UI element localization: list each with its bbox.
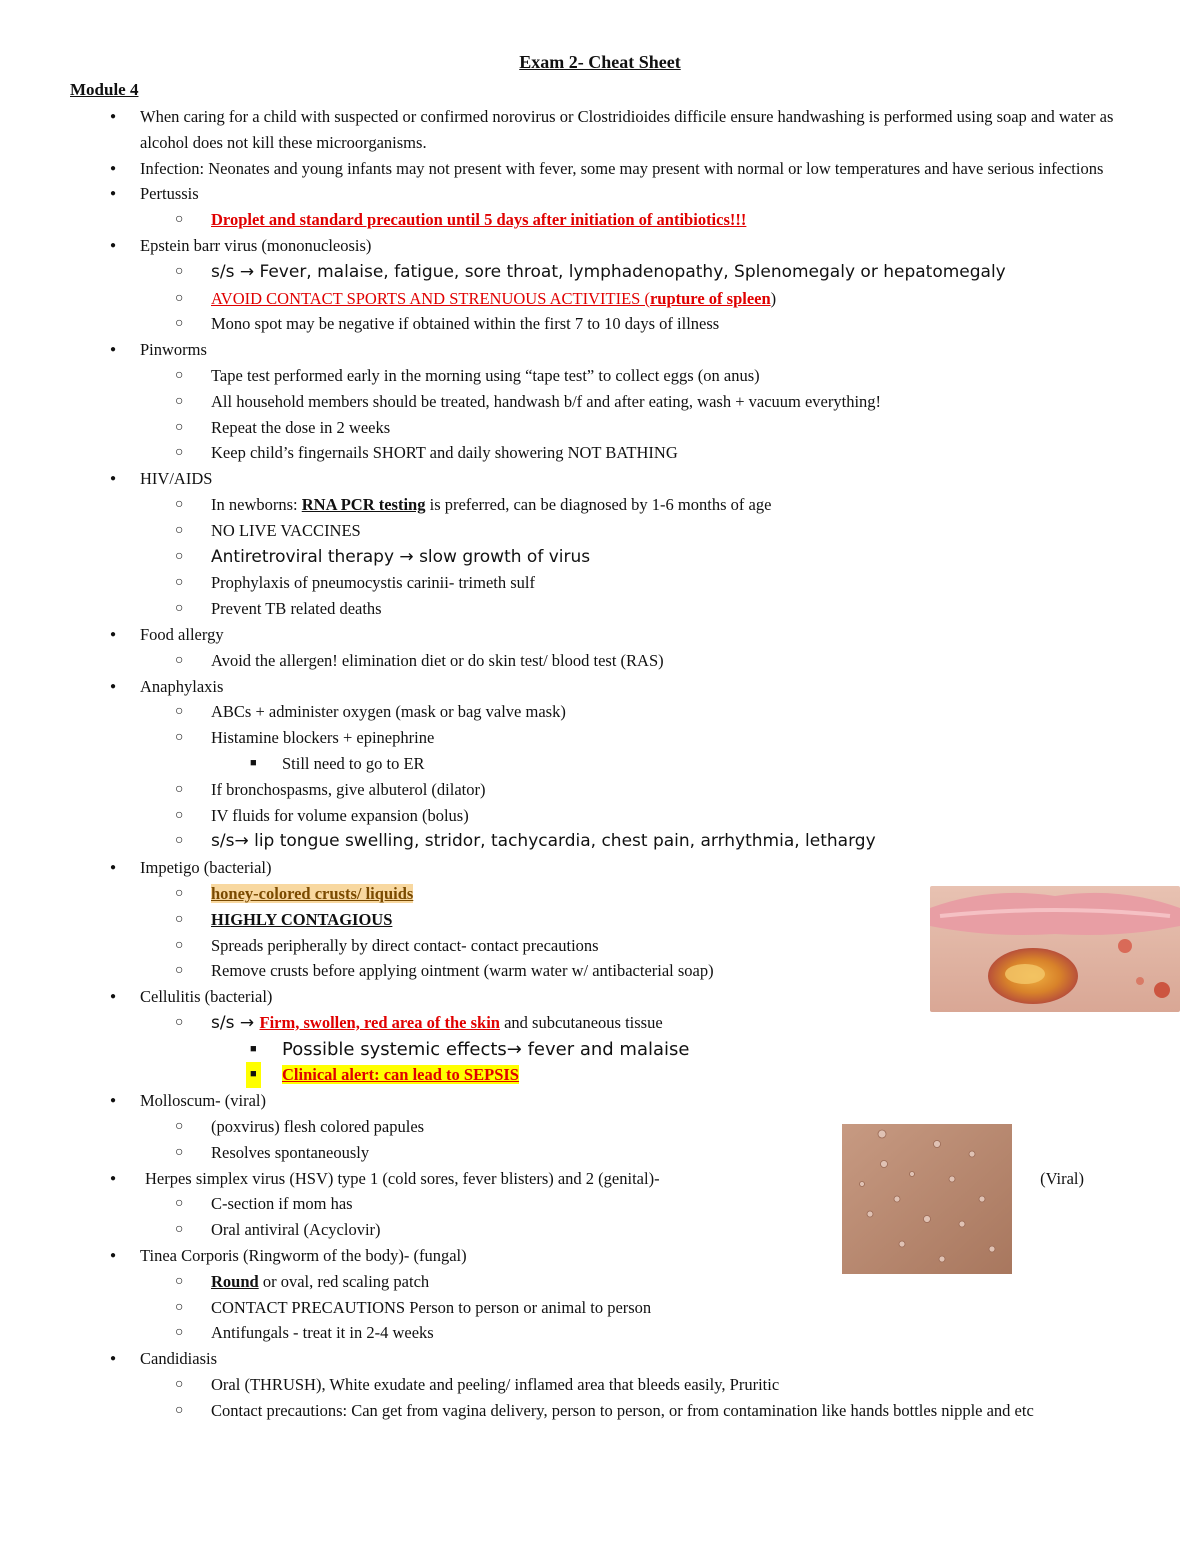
molluscum-photo	[842, 1124, 1012, 1274]
item-text: Remove crusts before applying ointment (warm water w/ antibacterial soap)	[211, 961, 714, 981]
circle-bullet-icon: ○	[175, 522, 184, 538]
list-subitem	[0, 1140, 1200, 1166]
list-subitem	[0, 544, 1200, 571]
page-title: Exam 2- Cheat Sheet	[519, 52, 681, 72]
list-subsubitem	[0, 1037, 1200, 1063]
item-text: Firm, swollen, red area of the skin	[259, 1012, 500, 1032]
list-subitem	[0, 1320, 1200, 1346]
circle-bullet-icon: ○	[175, 1273, 184, 1289]
item-text: Antiretroviral therapy → slow growth of virus	[211, 546, 591, 567]
bullet-icon: ●	[110, 1250, 117, 1262]
list-subitem	[0, 828, 1200, 855]
circle-bullet-icon: ○	[175, 419, 184, 435]
circle-bullet-icon: ○	[175, 1144, 184, 1160]
item-text: Pinworms	[140, 340, 207, 360]
list-item	[0, 156, 1200, 182]
circle-bullet-icon: ○	[175, 575, 184, 591]
list-subitem	[0, 1372, 1200, 1398]
list-subitem	[0, 648, 1200, 674]
list-subitem	[0, 259, 1200, 286]
item-text: AVOID CONTACT SPORTS AND STRENUOUS ACTIVITIES (	[211, 288, 650, 308]
item-text: rupture of spleen	[649, 288, 771, 308]
bullet-icon: ●	[110, 111, 117, 122]
list-item	[0, 104, 1200, 156]
circle-bullet-icon: ○	[175, 781, 184, 797]
circle-bullet-icon: ○	[175, 704, 184, 720]
item-text: IV fluids for volume expansion (bolus)	[211, 805, 469, 825]
item-text: Possible systemic effects→ fever and malaise	[282, 1038, 690, 1060]
list-subitem	[0, 1191, 1200, 1217]
list-subitem	[0, 492, 1200, 518]
item-text: Still need to go to ER	[282, 753, 425, 773]
item-text: Clinical alert: can lead to SEPSIS	[282, 1065, 519, 1085]
list-subsubitem	[0, 1062, 1200, 1088]
square-bullet-icon: ■	[250, 1042, 257, 1055]
circle-bullet-icon: ○	[175, 807, 184, 823]
item-text: (Viral)	[1040, 1168, 1084, 1188]
item-text: Prevent TB related deaths	[211, 599, 382, 619]
item-text: Candidiasis	[140, 1349, 217, 1369]
circle-bullet-icon: ○	[175, 548, 184, 564]
item-text: Histamine blockers + epinephrine	[211, 728, 435, 748]
list-subitem	[0, 415, 1200, 441]
item-text: When caring for a child with suspected or confirmed norovirus or Clostridioides difficile ensure handwashing is performed using soap and water as alcohol does not kill these microorganisms.	[140, 107, 1114, 152]
list-subitem	[0, 777, 1200, 803]
circle-bullet-icon: ○	[175, 963, 184, 979]
item-text: HIGHLY CONTAGIOUS	[211, 909, 393, 929]
molluscum-illustration	[842, 1124, 1012, 1274]
circle-bullet-icon: ○	[175, 730, 184, 746]
item-text: s/s →	[211, 1012, 260, 1033]
list-item	[0, 233, 1200, 259]
list-subitem	[0, 207, 1200, 233]
module-heading: Module 4	[70, 80, 139, 99]
list-subitem	[0, 725, 1200, 751]
list-item	[0, 622, 1200, 648]
bullet-icon: ●	[110, 680, 117, 692]
bullet-icon: ●	[110, 344, 117, 356]
bullet-icon: ●	[110, 862, 117, 874]
item-text: Cellulitis (bacterial)	[140, 987, 273, 1007]
circle-bullet-icon: ○	[175, 1299, 184, 1315]
circle-bullet-icon: ○	[175, 1014, 184, 1030]
item-text: Resolves spontaneously	[211, 1142, 370, 1162]
circle-bullet-icon: ○	[175, 1402, 184, 1418]
notes-list	[0, 104, 1200, 1424]
item-text: NO LIVE VACCINES	[211, 520, 361, 540]
item-text: Pertussis	[140, 184, 199, 204]
list-subitem	[0, 1269, 1200, 1295]
list-subitem	[0, 1114, 1200, 1140]
circle-bullet-icon: ○	[175, 1325, 184, 1341]
list-item	[0, 1166, 1200, 1192]
list-item	[0, 855, 1200, 881]
circle-bullet-icon: ○	[175, 601, 184, 617]
bullet-icon: ●	[110, 628, 117, 640]
list-subitem	[0, 570, 1200, 596]
square-bullet-icon: ■	[246, 1062, 261, 1088]
list-item	[0, 1088, 1200, 1114]
circle-bullet-icon: ○	[175, 496, 184, 512]
item-text: (poxvirus) flesh colored papules	[211, 1117, 425, 1137]
list-subitem	[0, 363, 1200, 389]
item-text: C-section if mom has	[211, 1194, 353, 1214]
item-text: Anaphylaxis	[140, 676, 224, 696]
circle-bullet-icon: ○	[175, 212, 184, 228]
item-text: Infection: Neonates and young infants may not present with fever, some may present with normal or low temperatures and have serious infections	[140, 158, 1104, 178]
list-subitem	[0, 286, 1200, 312]
item-text: HIV/AIDS	[140, 469, 213, 489]
circle-bullet-icon: ○	[175, 1119, 184, 1135]
list-item	[0, 337, 1200, 363]
circle-bullet-icon: ○	[175, 263, 184, 279]
item-text: Herpes simplex virus (HSV) type 1 (cold sores, fever blisters) and 2 (genital)-	[145, 1168, 660, 1188]
list-item	[0, 674, 1200, 700]
bullet-icon: ●	[110, 1172, 117, 1184]
item-text: Tape test performed early in the morning using “tape test” to collect eggs (on anus)	[211, 365, 760, 385]
item-text: s/s → Fever, malaise, fatigue, sore throat, lymphadenopathy, Splenomegaly or hepatomegaly	[211, 261, 1006, 282]
list-subitem	[0, 1010, 1200, 1037]
impetigo-photo	[930, 886, 1180, 1012]
item-text: In newborns:	[211, 494, 302, 514]
item-text: honey-colored crusts/ liquids	[211, 883, 414, 903]
list-subitem	[0, 389, 1200, 415]
list-subitem	[0, 1295, 1200, 1321]
item-text: RNA PCR testing	[301, 494, 426, 514]
list-subitem	[0, 1217, 1200, 1243]
item-text: Impetigo (bacterial)	[140, 858, 272, 878]
item-text: All household members should be treated, handwash b/f and after eating, wash + vacuum everything!	[211, 391, 882, 411]
bullet-icon: ●	[110, 473, 117, 485]
item-text: Contact precautions: Can get from vagina delivery, person to person, or from contamination like hands bottles nipple and etc	[211, 1400, 1034, 1420]
bullet-icon: ●	[110, 1353, 117, 1365]
square-bullet-icon: ■	[250, 756, 257, 769]
list-subitem	[0, 518, 1200, 544]
circle-bullet-icon: ○	[175, 937, 184, 953]
item-text: Droplet and standard precaution until 5 days after initiation of antibiotics!!!	[211, 210, 747, 230]
circle-bullet-icon: ○	[175, 367, 184, 383]
item-text: If bronchospasms, give albuterol (dilator)	[211, 779, 486, 799]
list-subitem	[0, 1398, 1200, 1424]
list-item	[0, 1346, 1200, 1372]
item-text: Keep child’s fingernails SHORT and daily showering NOT BATHING	[211, 443, 678, 463]
bullet-icon: ●	[110, 239, 117, 251]
list-subsubitem	[0, 751, 1200, 777]
circle-bullet-icon: ○	[175, 885, 184, 901]
list-item	[0, 181, 1200, 207]
bullet-icon: ●	[110, 188, 117, 200]
item-text: is preferred, can be diagnosed by 1-6 months of age	[425, 494, 772, 514]
item-text: and subcutaneous tissue	[499, 1012, 663, 1032]
impetigo-illustration	[930, 886, 1180, 1012]
item-text: Tinea Corporis (Ringworm of the body)- (fungal)	[140, 1246, 467, 1266]
list-subitem	[0, 440, 1200, 466]
item-text: s/s→ lip tongue swelling, stridor, tachycardia, chest pain, arrhythmia, lethargy	[211, 831, 876, 852]
item-text: Repeat the dose in 2 weeks	[211, 417, 391, 437]
circle-bullet-icon: ○	[175, 1377, 184, 1393]
circle-bullet-icon: ○	[175, 652, 184, 668]
item-text: or oval, red scaling patch	[258, 1271, 430, 1291]
bullet-icon: ●	[110, 991, 117, 1003]
item-text: Avoid the allergen! elimination diet or do skin test/ blood test (RAS)	[211, 650, 664, 670]
item-text: Round	[211, 1271, 259, 1291]
item-text: ABCs + administer oxygen (mask or bag valve mask)	[211, 702, 566, 722]
circle-bullet-icon: ○	[175, 833, 184, 849]
item-text: Epstein barr virus (mononucleosis)	[140, 235, 372, 255]
circle-bullet-icon: ○	[175, 1222, 184, 1238]
item-text: )	[770, 288, 777, 308]
bullet-icon: ●	[110, 162, 117, 174]
circle-bullet-icon: ○	[175, 445, 184, 461]
list-subitem	[0, 311, 1200, 337]
list-item	[0, 1243, 1200, 1269]
list-subitem	[0, 699, 1200, 725]
circle-bullet-icon: ○	[175, 1196, 184, 1212]
circle-bullet-icon: ○	[175, 911, 184, 927]
list-item	[0, 466, 1200, 492]
item-text: Spreads peripherally by direct contact- contact precautions	[211, 935, 599, 955]
item-text: Oral antiviral (Acyclovir)	[211, 1220, 381, 1240]
circle-bullet-icon: ○	[175, 290, 184, 306]
item-text: Oral (THRUSH), White exudate and peeling/ inflamed area that bleeds easily, Pruritic	[211, 1375, 780, 1395]
item-text: CONTACT PRECAUTIONS Person to person or animal to person	[211, 1297, 652, 1317]
item-text: Prophylaxis of pneumocystis carinii- trimeth sulf	[211, 573, 535, 593]
list-subitem	[0, 803, 1200, 829]
item-text: Mono spot may be negative if obtained within the first 7 to 10 days of illness	[211, 314, 720, 334]
item-text: Food allergy	[140, 624, 224, 644]
circle-bullet-icon: ○	[175, 393, 184, 409]
bullet-icon: ●	[110, 1095, 117, 1107]
circle-bullet-icon: ○	[175, 316, 184, 332]
list-subitem	[0, 596, 1200, 622]
item-text: Molloscum- (viral)	[140, 1091, 267, 1111]
item-text: Antifungals - treat it in 2-4 weeks	[211, 1323, 434, 1343]
